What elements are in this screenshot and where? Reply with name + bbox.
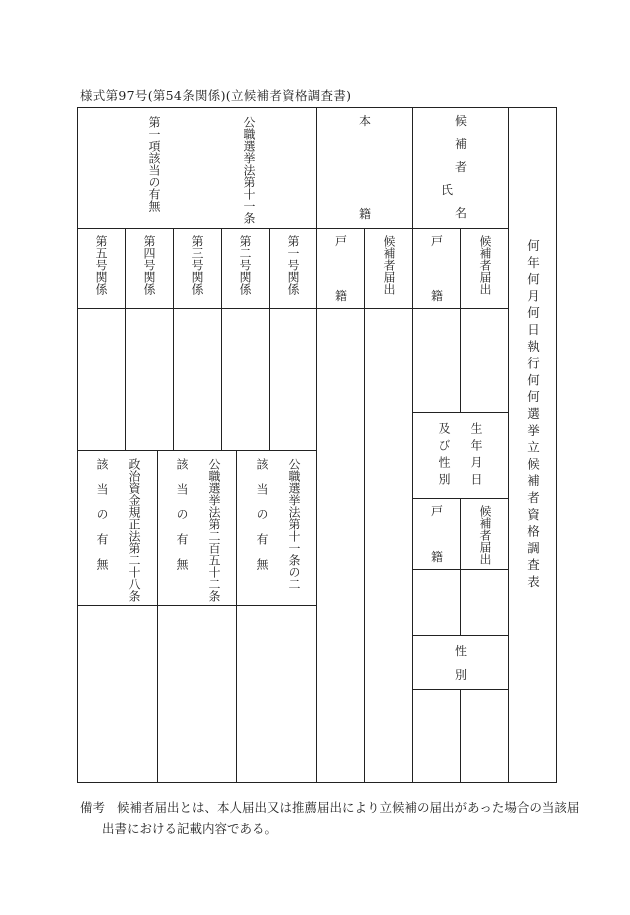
subheader-sub-5: 第五号関係: [94, 235, 108, 295]
header-honseki-top: 本: [359, 114, 372, 128]
lower-gaitou-3: 該当の有無: [255, 458, 269, 583]
right-column-title: 何年何月何日執行何何選挙立候補者資格調査表: [525, 239, 541, 592]
honseki-koseki-a: 戸: [335, 234, 348, 248]
subheader-sub-3: 第三号関係: [190, 235, 204, 295]
lower-law-11-2: 公職選挙法第十一条の二: [287, 458, 301, 590]
sex-label-sei: 性: [455, 644, 468, 658]
subheader-sub-1: 第一号関係: [286, 235, 300, 295]
footnote: [80, 797, 579, 839]
sex-label-betsu: 別: [455, 668, 468, 682]
header-law-11: 公職選挙法第十一条: [242, 116, 256, 224]
header-name-4: 氏: [441, 183, 454, 197]
birth-right-label: 生年月日: [469, 422, 483, 490]
header-gaitou-group: 第一項該当の有無: [147, 116, 161, 212]
honseki-todokede: 候補者届出: [382, 235, 396, 295]
lower-law-252: 公職選挙法第二百五十二条: [207, 458, 221, 602]
footnote-head: 備考: [80, 800, 106, 815]
lower-gaitou-2: 該当の有無: [175, 458, 189, 583]
name-todokede2: 候補者届出: [478, 505, 492, 565]
footnote-line1: 候補者届出とは、本人届出又は推薦届出により立候補の届出があった場合の当該届: [117, 800, 580, 815]
header-name-2: 補: [455, 137, 468, 151]
lower-gaitou-1: 該当の有無: [95, 458, 109, 583]
name-koseki-a: 戸: [431, 234, 444, 248]
header-honseki-bottom: 籍: [359, 207, 372, 221]
lower-seiji-law: 政治資金規正法第二十八条: [127, 458, 141, 602]
header-name-5: 名: [455, 206, 468, 220]
subheader-sub-4: 第四号関係: [142, 235, 156, 295]
name-koseki2-a: 戸: [431, 504, 444, 518]
name-koseki2-b: 籍: [431, 550, 444, 564]
birth-left-label: 及び性別: [437, 422, 451, 490]
footnote-line2: 出書における記載内容である。: [102, 821, 278, 836]
subheader-sub-2: 第二号関係: [238, 235, 252, 295]
name-koseki-b: 籍: [431, 289, 444, 303]
name-todokede: 候補者届出: [478, 235, 492, 295]
form-title: 様式第97号(第54条関係)(立候補者資格調査書): [80, 88, 352, 103]
honseki-koseki-b: 籍: [335, 289, 348, 303]
header-name-3: 者: [455, 160, 468, 174]
header-name-1: 候: [455, 114, 468, 128]
